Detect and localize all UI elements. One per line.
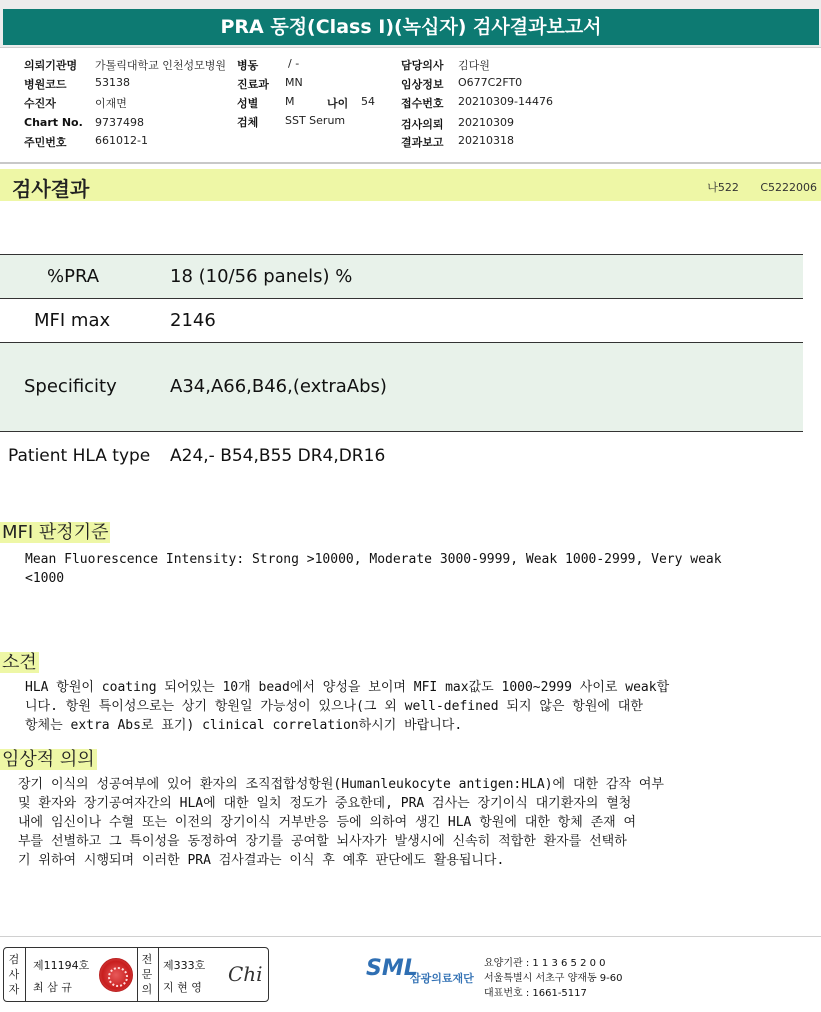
report-title-bar: [0, 0, 821, 48]
result-value: A34,A66,B46,(extraAbs): [170, 376, 387, 397]
patient-label: 수진자: [24, 97, 56, 110]
doctor-value: 김다원: [458, 59, 490, 72]
clinical-info-label: 임상정보: [401, 78, 444, 91]
specialist-label: 전 문 의: [141, 953, 153, 996]
tester-label: 검 사 자: [8, 953, 20, 996]
results-section-title: 검사결과: [12, 177, 90, 201]
specimen-label: 검체: [237, 116, 259, 129]
table-row: [0, 343, 803, 431]
receipt-no-value: 20210309-14476: [458, 95, 553, 108]
divider: [25, 948, 26, 1001]
findings-text: HLA 항원이 coating 되어있는 10개 bead에서 양성을 보이며 MFI max값도 1000~2999 사이로 weak합 니다. 항원 특이성으로는 상기 항원일 가능성이 있으나(그 외 well-defined 되지 않은 항원에 대한 항체는 extra Abs로 표기) clinical correlation하시기 바랍니다.: [25, 680, 670, 733]
divider: [0, 162, 821, 164]
age-label: 나이: [327, 97, 349, 110]
result-key: Patient HLA type: [8, 446, 151, 466]
report-date-label: 결과보고: [401, 136, 444, 149]
hospital-code-label: 병원코드: [24, 78, 67, 91]
logo-mark: SML: [366, 956, 418, 981]
test-code-1: 나522: [707, 181, 739, 194]
tester-license: 제11194호: [33, 959, 90, 972]
ward-label: 병동: [237, 59, 259, 72]
official-seal: [99, 958, 133, 992]
chart-no-label: Chart No.: [24, 116, 83, 129]
doctor-label: 담당의사: [401, 59, 444, 72]
test-code-2: C5222006: [760, 181, 817, 194]
result-value: 2146: [170, 310, 216, 331]
clinical-significance-text: 장기 이식의 성공여부에 있어 환자의 조직접합성항원(Humanleukocyte antigen:HLA)에 대한 감작 여부 및 환자와 장기공여자간의 HLA에 대한 일치 정도가 중요한데, PRA 검사는 장기이식 대기환자의 혈청 내에 임신이나 수혈 또는 이전의 장기이식 거부반응 등에 의하여 생긴 HLA 항원에 대한 항체 존재 여 부를 선별하고 그 특이성을 동정하여 장기를 공여할 뇌사자가 발생시에 신속히 적합한 환자를 선택하 기 위하여 시행되며 이러한 PRA 검사결과는 이식 후 예후 판단에도 활용됩니다.: [18, 777, 664, 868]
chart-no-value: 9737498: [95, 116, 144, 129]
resident-no-label: 주민번호: [24, 136, 67, 149]
divider: [158, 948, 159, 1001]
clinical-significance-heading: 임상적 의의: [2, 749, 95, 770]
result-key: MFI max: [34, 310, 111, 331]
results-section-bar: [0, 169, 821, 201]
lab-contact-block: [484, 956, 623, 1001]
result-value: 18 (10/56 panels) %: [170, 266, 353, 287]
lab-address: 서울특별시 서초구 양재동 9-60: [484, 973, 623, 984]
institution-label: 의뢰기관명: [24, 59, 78, 72]
table-row: [0, 255, 803, 298]
mfi-criteria-text: Mean Fluorescence Intensity: Strong >10000, Moderate 3000-9999, Weak 1000-2999, Very weak <1000: [25, 552, 722, 586]
table-row: [0, 299, 803, 342]
report-date-value: 20210318: [458, 134, 514, 147]
table-row: [0, 432, 803, 480]
footer-divider: [0, 936, 821, 937]
logo-name: 삼광의료재단: [410, 972, 474, 985]
patient-info-block: [0, 50, 821, 162]
mfi-criteria-heading: MFI 판정기준: [2, 522, 109, 543]
specimen-value: SST Serum: [285, 114, 346, 127]
patient-value: 이재면: [95, 97, 127, 110]
signature-box: [3, 947, 269, 1002]
dept-label: 진료과: [237, 78, 269, 91]
result-key: Specificity: [24, 376, 117, 397]
result-key: %PRA: [47, 266, 100, 287]
specialist-name: 지 현 영: [163, 981, 202, 994]
institution-value: 가톨릭대학교 인천성모병원: [95, 59, 227, 72]
clinical-info-value: O677C2FT0: [458, 76, 523, 89]
sex-value: M: [285, 95, 295, 108]
sex-label: 성별: [237, 97, 259, 110]
divider: [137, 948, 138, 1001]
test-codes: [689, 179, 817, 195]
hospital-code-value: 53138: [95, 76, 130, 89]
tester-name: 최 삼 규: [33, 981, 72, 994]
care-institution-no: 요양기관 : 1 1 3 6 5 2 0 0: [484, 958, 606, 969]
result-value: A24,- B54,B55 DR4,DR16: [170, 446, 386, 466]
signature: Chi: [228, 962, 263, 986]
request-date-label: 검사의뢰: [401, 118, 444, 131]
ward-value: / -: [288, 57, 300, 70]
dept-value: MN: [285, 76, 303, 89]
lab-phone: 대표번호 : 1661-5117: [484, 988, 587, 999]
request-date-value: 20210309: [458, 116, 514, 129]
age-value: 54: [361, 95, 375, 108]
receipt-no-label: 접수번호: [401, 97, 444, 110]
report-title: PRA 동정(Class I)(녹십자) 검사결과보고서: [3, 9, 819, 45]
specialist-license: 제333호: [163, 959, 206, 972]
findings-heading: 소견: [2, 652, 37, 673]
resident-no-value: 661012-1: [95, 134, 148, 147]
